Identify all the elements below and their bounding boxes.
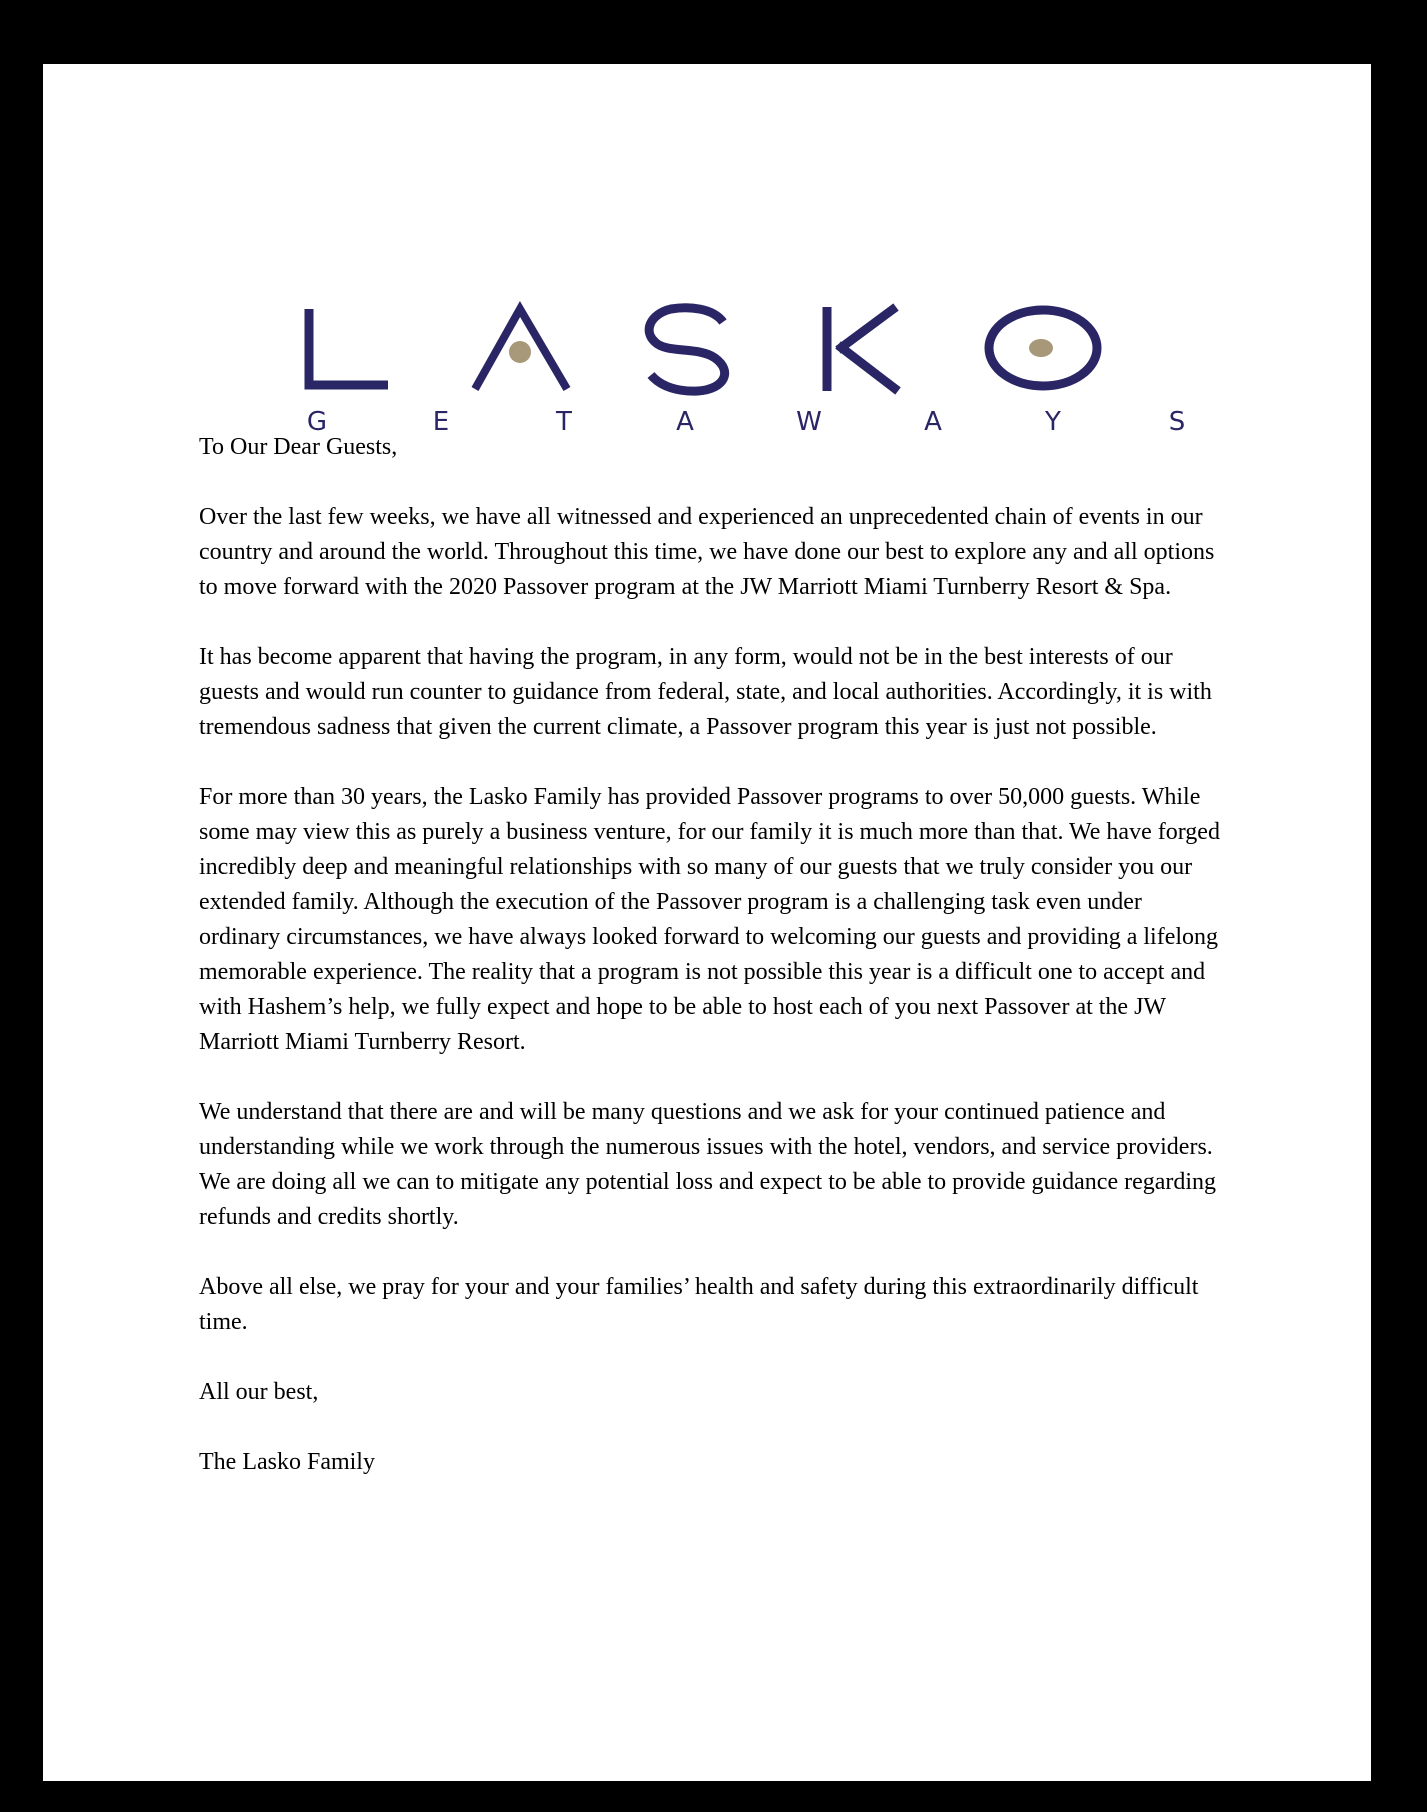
letter-paragraph: Above all else, we pray for your and your families’ health and safety during this extraordinarily difficult time. [199,1274,1199,1335]
letter-paragraph: It has become apparent that having the program, in any form, would not be in the best interests of our guests and would run counter to guidance from federal, state, and local authorities. Accordingly, it is with tremendous sadness that given the current climate, a Passover program this year is just not possible. [199,644,1212,740]
tagline-letter: Y [1045,407,1061,437]
letter-body [199,430,1229,1480]
gold-dot-icon [1029,339,1053,357]
tagline-letter: A [924,407,942,437]
logo-letter-s [649,308,725,391]
closing: All our best, [199,1379,319,1405]
letter-paragraph: For more than 30 years, the Lasko Family has provided Passover programs to over 50,000 guests. While some may view this as purely a business venture, for our family it is much more than that. We have forged incredibly deep and meaningful relationships with so many of our guests that we truly consider you our extended family. Although the execution of the Passover program is a challenging task even under ordinary circumstances, we have always looked forward to welcoming our guests and providing a lifelong memorable experience. The reality that a program is not possible this year is a difficult one to accept and with Hashem’s help, we fully expect and hope to be able to host each of you next Passover at the JW Marriott Miami Turnberry Resort. [199,784,1220,1055]
logo-letter-k [827,307,898,391]
letter-page [43,64,1371,1781]
signature: The Lasko Family [199,1449,375,1475]
lasko-getaways-logo [243,234,1223,444]
tagline-letter: S [1168,407,1186,437]
salutation: To Our Dear Guests, [199,434,398,460]
logo-letter-l [309,309,388,385]
letter-paragraph: We understand that there are and will be many questions and we ask for your continued patience and understanding while we work through the numerous issues with the hotel, vendors, and service providers. We are doing all we can to mitigate any potential loss and expect to be able to provide guidance regarding refunds and credits shortly. [199,1099,1217,1230]
tagline-letter: W [796,407,822,437]
tagline-letter: A [676,407,694,437]
letter-paragraph: Over the last few weeks, we have all witnessed and experienced an unprecedented chain of events in our country and around the world. Throughout this time, we have done our best to explore any and all options to move forward with the 2020 Passover program at the JW Marriott Miami Turnberry Resort & Spa. [199,504,1215,600]
gold-dot-icon [509,341,531,363]
tagline-letter: E [432,407,450,437]
tagline-letter: T [556,407,572,437]
tagline-letter: G [306,407,328,437]
